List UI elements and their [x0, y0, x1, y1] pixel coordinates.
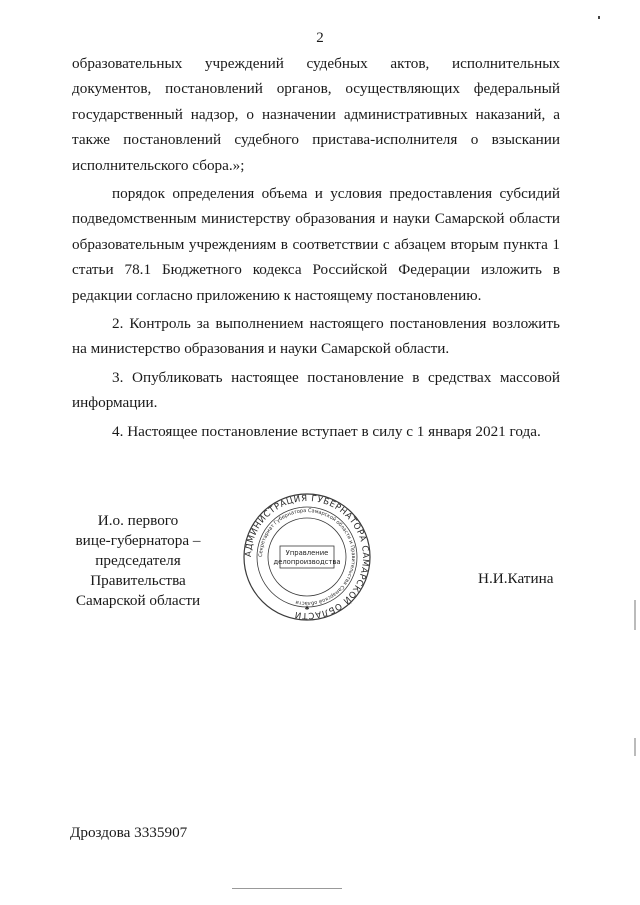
signatory-title-line: вице-губернатора –	[75, 532, 201, 549]
paragraph-continuation: образовательных учреждений судебных актов, исполнительных документов, постановлений органов, осуществляющих федеральный государственный надзор, о назначении административных наказаний, а также постановлений судебного пристава-исполнителя о взыскании исполнительского сбора.»;	[72, 55, 560, 174]
signatory-title-line: председателя Правительства	[90, 552, 186, 589]
page-number: 2	[316, 30, 324, 46]
executor-contact: Дроздова 3335907	[70, 824, 188, 841]
paragraph-subsidy-procedure: порядок определения объема и условия предоставления субсидий подведомственным министерству образования и науки Самарской области образовательным учреждениям в соответствии с абзацем вторым пункта 1 статьи 78.1 Бюджетного кодекса Российской Федерации изложить в редакции согласно приложению к настоящему постановлению.	[72, 185, 560, 304]
seal-center-line: Управление	[285, 549, 329, 557]
scan-artifact	[634, 600, 636, 630]
scan-artifact	[598, 16, 600, 19]
official-seal	[242, 492, 372, 622]
signatory-title	[58, 511, 218, 611]
paragraph-control: 2. Контроль за выполнением настоящего постановления возложить на министерство образования и науки Самарской области.	[72, 315, 560, 358]
signatory-title-line: Самарской области	[75, 592, 201, 609]
paragraph-effective-date: 4. Настоящее постановление вступает в силу с 1 января 2021 года.	[112, 422, 541, 440]
document-body	[72, 51, 560, 444]
seal-outer-text: АДМИНИСТРАЦИЯ ГУБЕРНАТОРА САМАРСКОЙ ОБЛАСТИ	[243, 493, 371, 621]
signatory-title-line: И.о. первого	[97, 512, 179, 529]
paragraph-publish: 3. Опубликовать настоящее постановление в средствах массовой информации.	[72, 368, 560, 412]
seal-center-line: делопроизводства	[273, 558, 341, 566]
scan-artifact	[232, 888, 342, 889]
signatory-name: Н.И.Катина	[478, 570, 554, 587]
seal-star-icon: ✱	[304, 605, 310, 612]
seal-inner-text: Секретариат Губернатора Самарской области и Правительства Самарской области	[257, 507, 357, 607]
scan-artifact	[634, 738, 636, 756]
svg-text:Секретариат Губернатора Самарс	[258, 508, 356, 606]
